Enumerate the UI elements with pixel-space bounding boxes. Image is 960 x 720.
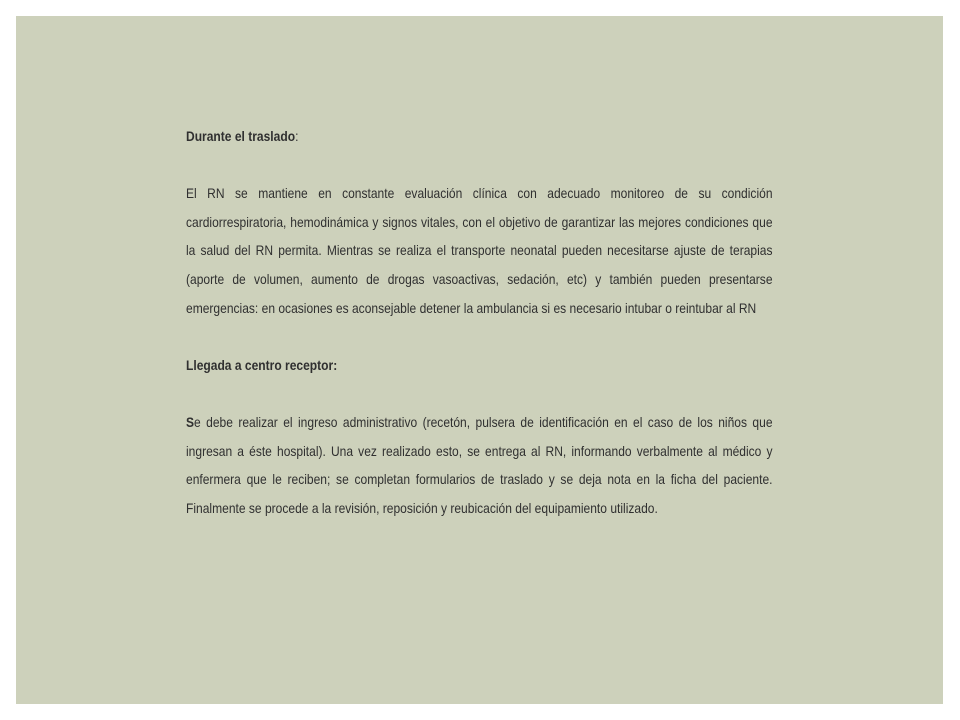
heading-colon: : — [295, 128, 299, 144]
spacer — [186, 322, 773, 351]
paragraph-initial: S — [186, 413, 195, 430]
paragraph-traslado: El RN se mantiene en constante evaluación clínica con adecuado monitoreo de su condición cardiorrespiratoria, hemodinámica y signos vitales, con el objetivo de garantizar las mejores condiciones que la salud del RN permita. Mientras se realiza el transporte neonatal pueden necesitarse ajuste de terapias (aporte de volumen, aumento de drogas vasoactivas, sedación, etc) y también pueden presentarse emergencias: en ocasiones es aconsejable detener la ambulancia si es necesario intubar o reintubar al RN — [186, 185, 773, 316]
section-heading-traslado — [186, 122, 773, 151]
spacer — [186, 379, 773, 408]
paragraph-llegada — [186, 408, 773, 522]
spacer — [186, 151, 773, 180]
paragraph-llegada-text: e debe realizar el ingreso administrativo (recetón, pulsera de identificación en el caso de los niños que ingresan a éste hospital). Una vez realizado esto, se entrega al RN, informando verbalmente al médico y enfermera que le reciben; se completan formularios de traslado y se deja nota en la ficha del paciente. Finalmente se procede a la revisión, reposición y reubicación del equipamiento utilizado. — [186, 413, 773, 516]
slide — [16, 16, 943, 704]
slide-content — [186, 122, 773, 522]
section-heading-llegada: Llegada a centro receptor: — [186, 356, 338, 373]
heading-text: Durante el traslado — [186, 128, 296, 144]
